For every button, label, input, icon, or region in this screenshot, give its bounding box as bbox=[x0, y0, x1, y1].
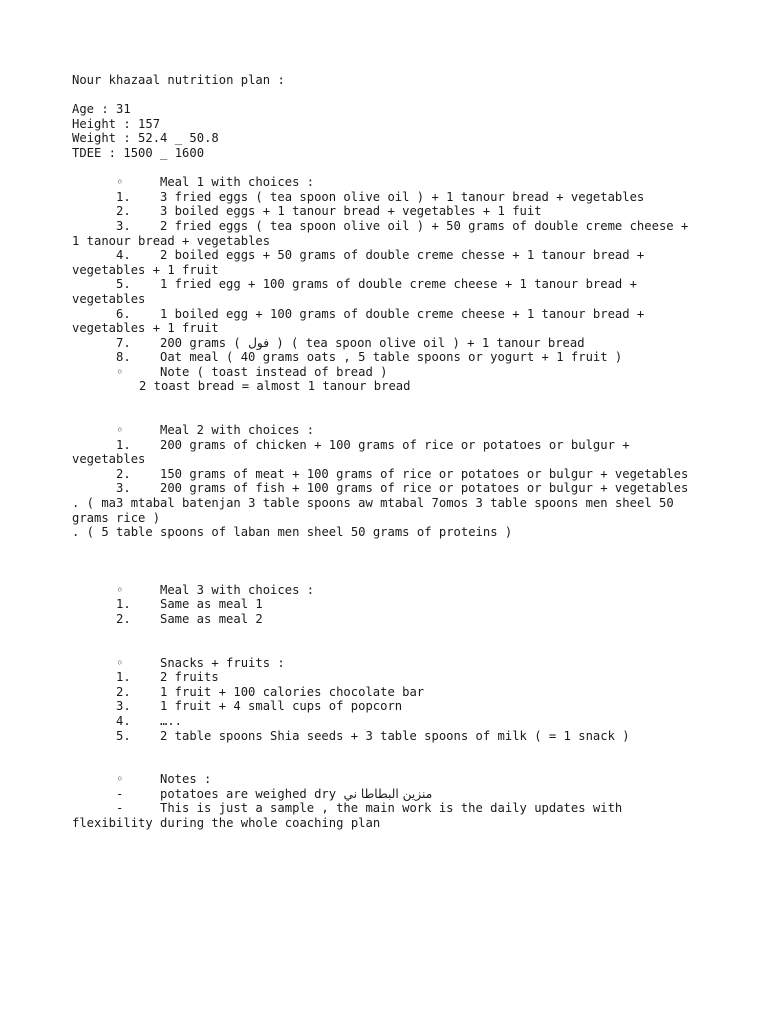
snacks-heading: ◦ Snacks + fruits : bbox=[116, 655, 285, 670]
list-item: 4. ….. bbox=[116, 713, 183, 728]
list-item: 7. 200 grams ( فول ) ( tea spoon olive oil ) + 1 tanour bread bbox=[116, 335, 585, 350]
document-page bbox=[72, 73, 702, 831]
meal2-heading: ◦ Meal 2 with choices : bbox=[116, 423, 315, 438]
stat-height: Height : 157 bbox=[72, 116, 161, 131]
stat-weight: Weight : 52.4 _ 50.8 bbox=[72, 131, 219, 146]
list-item: 2. Same as meal 2 bbox=[116, 612, 263, 626]
stat-tdee: TDEE : 1500 _ 1600 bbox=[72, 145, 205, 160]
list-item: 3. 200 grams of fish + 100 grams of rice or potatoes or bulgur + vegetables bbox=[116, 481, 689, 496]
list-item: 4. 2 boiled eggs + 50 grams of double creme chesse + 1 tanour bread + vegetables + 1 fruit bbox=[72, 248, 645, 277]
list-item: - potatoes are weighed dry منزين البطاطا ني bbox=[116, 786, 433, 801]
meal2-extra-2: . ( 5 table spoons of laban men sheel 50 grams of proteins ) bbox=[72, 525, 513, 540]
notes-heading: ◦ Notes : bbox=[116, 772, 212, 787]
list-item: 8. Oat meal ( 40 grams oats , 5 table spoons or yogurt + 1 fruit ) bbox=[116, 350, 623, 365]
bullet-marker: ◦ bbox=[116, 175, 124, 190]
meal1-note: ◦ Note ( toast instead of bread ) bbox=[116, 364, 388, 379]
list-item: 2. 150 grams of meat + 100 grams of rice or potatoes or bulgur + vegetables bbox=[116, 466, 689, 481]
meal1-note-detail: 2 toast bread = almost 1 tanour bread bbox=[139, 379, 411, 394]
meal1-heading: ◦ Meal 1 with choices : bbox=[116, 175, 315, 190]
document-title: Nour khazaal nutrition plan : bbox=[72, 73, 285, 87]
list-item: 5. 2 table spoons Shia seeds + 3 table spoons of milk ( = 1 snack ) bbox=[116, 728, 630, 743]
list-item: 1. Same as meal 1 bbox=[116, 597, 263, 612]
list-item: 6. 1 boiled egg + 100 grams of double creme cheese + 1 tanour bread + vegetables + 1 fruit bbox=[72, 306, 645, 336]
list-item: 1. 2 fruits bbox=[116, 670, 219, 685]
list-item: 2. 1 fruit + 100 calories chocolate bar bbox=[116, 684, 425, 699]
stat-age: Age : 31 bbox=[72, 102, 131, 117]
list-item: - This is just a sample , the main work is the daily updates with flexibility during the whole coaching plan bbox=[72, 801, 623, 830]
list-item: 5. 1 fried egg + 100 grams of double creme cheese + 1 tanour bread + vegetables bbox=[72, 277, 637, 306]
meal2-extra-1: . ( ma3 mtabal batenjan 3 table spoons aw mtabal 7omos 3 table spoons men sheel 50 grams rice ) bbox=[72, 496, 674, 525]
list-item: 3. 2 fried eggs ( tea spoon olive oil ) + 50 grams of double creme cheese + 1 tanour bread + vegetables bbox=[72, 218, 689, 248]
list-item: 3. 1 fruit + 4 small cups of popcorn bbox=[116, 699, 403, 714]
meal3-heading: ◦ Meal 3 with choices : bbox=[116, 582, 315, 597]
list-item: 2. 3 boiled eggs + 1 tanour bread + vegetables + 1 fuit bbox=[116, 204, 542, 219]
list-item: 1. 3 fried eggs ( tea spoon olive oil ) + 1 tanour bread + vegetables bbox=[116, 189, 645, 204]
list-item: 1. 200 grams of chicken + 100 grams of rice or potatoes or bulgur + vegetables bbox=[72, 437, 630, 467]
